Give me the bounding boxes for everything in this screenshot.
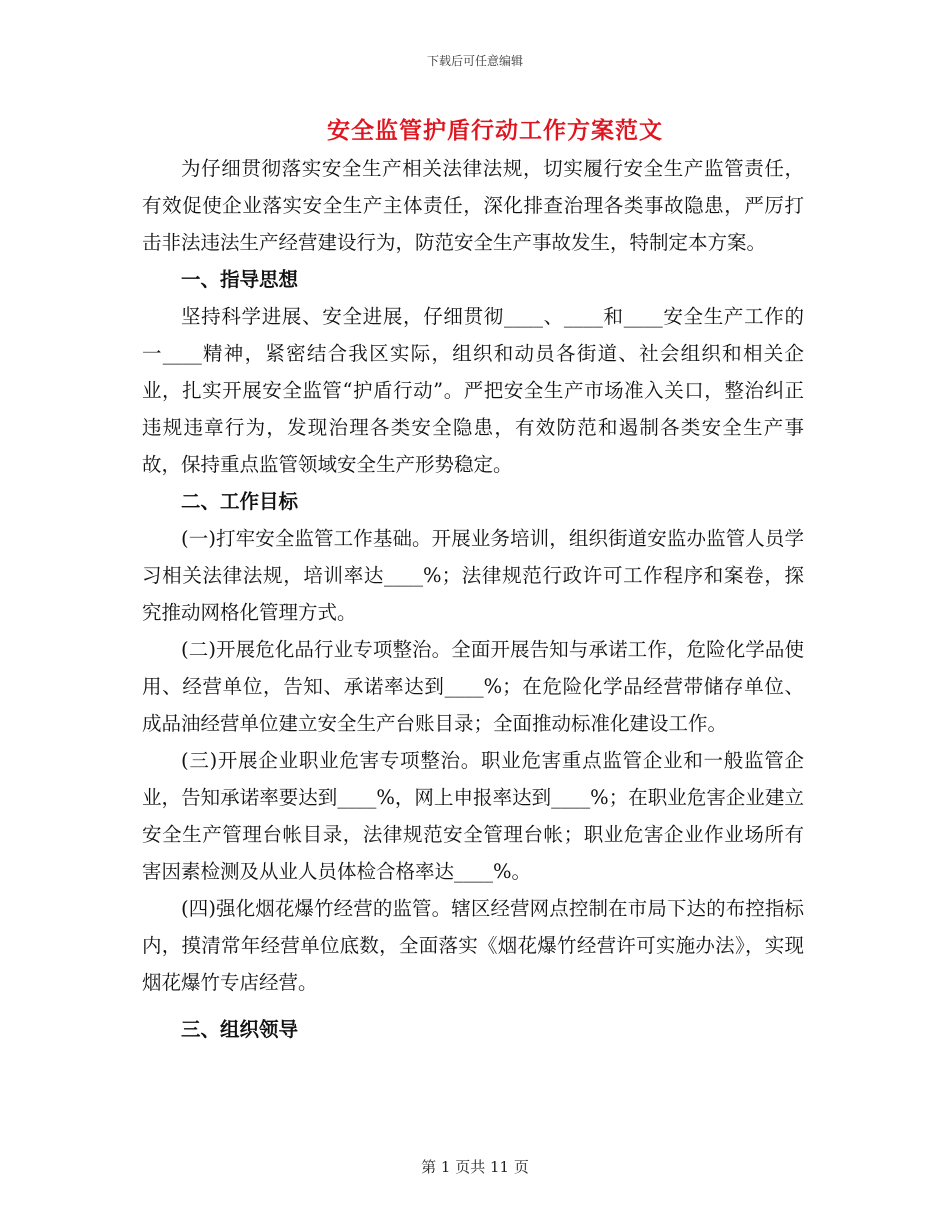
section-heading-organization: 三、组织领导 — [181, 1018, 299, 1041]
document-title: 安全监管护盾行动工作方案范文 — [327, 118, 663, 144]
header-note: 下载后可任意编辑 — [426, 54, 523, 68]
section-heading-work-goals: 二、工作目标 — [181, 490, 299, 513]
page-footer: 第 1 页共 11 页 — [421, 1158, 529, 1176]
section-heading-guiding-ideology: 一、指导思想 — [181, 268, 299, 291]
work-goal-item-3: (三)开展企业职业危害专项整治。职业危害重点监管企业和一般监管企业，告知承诺率要达到____%，网上申报率达到____%；在职业危害企业建立安全生产管理台帐目录，法律规范安全管理台帐；职业危害企业作业场所有害因素检测及从业人员体检合格率达____%。 — [142, 749, 804, 883]
work-goal-item-2: (二)开展危化品行业专项整治。全面开展告知与承诺工作，危险化学品使用、经营单位，告知、承诺率达到____%；在危险化学品经营带储存单位、成品油经营单位建立安全生产台账目录；全面推动标准化建设工作。 — [142, 638, 804, 735]
work-goal-item-1: (一)打牢安全监管工作基础。开展业务培训，组织街道安监办监管人员学习相关法律法规，培训率达____%；法律规范行政许可工作程序和案卷，探究推动网格化管理方式。 — [142, 527, 804, 624]
intro-paragraph: 为仔细贯彻落实安全生产相关法律法规，切实履行安全生产监管责任，有效促使企业落实安全生产主体责任，深化排查治理各类事故隐患，严厉打击非法违法生产经营建设行为，防范安全生产事故发生，特制定本方案。 — [142, 157, 804, 254]
guiding-ideology-paragraph: 坚持科学进展、安全进展，仔细贯彻____、____和____安全生产工作的一____精神，紧密结合我区实际，组织和动员各街道、社会组织和相关企业，扎实开展安全监管“护盾行动”。严把安全生产市场准入关口，整治纠正违规违章行为，发现治理各类安全隐患，有效防范和遏制各类安全生产事故，保持重点监管领域安全生产形势稳定。 — [142, 305, 804, 476]
document-body — [142, 150, 804, 1048]
work-goal-item-4: (四)强化烟花爆竹经营的监管。辖区经营网点控制在市局下达的布控指标内，摸清常年经营单位底数，全面落实《烟花爆竹经营许可实施办法》，实现烟花爆竹专店经营。 — [142, 897, 804, 994]
